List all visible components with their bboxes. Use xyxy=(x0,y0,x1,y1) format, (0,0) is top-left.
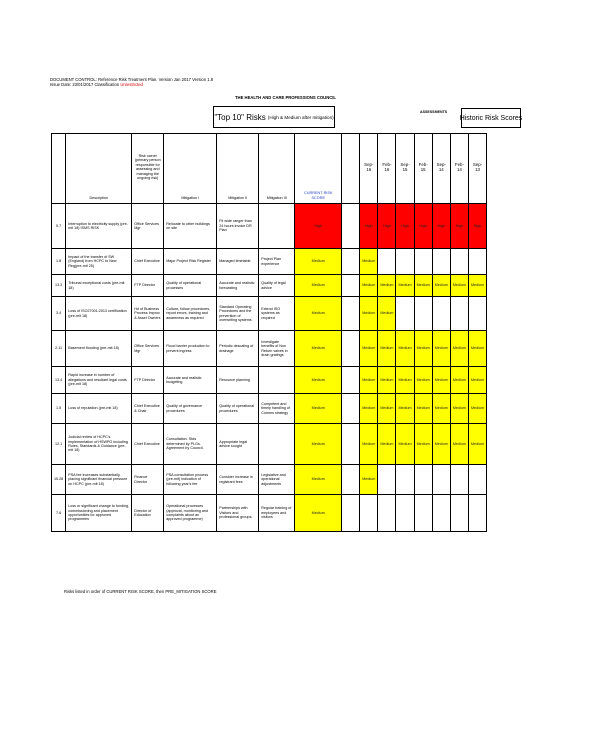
historic-score: Medium xyxy=(450,394,468,424)
spacer-cell xyxy=(342,424,360,465)
historic-score: Medium xyxy=(450,367,468,394)
risk-description: Tribunal exceptional costs (pre-mit 18) xyxy=(66,275,132,297)
mitigation-2: Managed timetable xyxy=(217,249,259,275)
historic-score: Medium xyxy=(396,424,414,465)
mitigation-3: Legislative and operational adjustments xyxy=(259,465,295,495)
risk-row xyxy=(52,367,487,394)
mitigation-1: Quality of governance procedures xyxy=(164,394,217,424)
historic-score: Medium xyxy=(360,249,378,275)
risk-ref: 15.28 xyxy=(52,465,66,495)
mitigation-3: Project Plan experience xyxy=(259,249,295,275)
risk-ref: 7.6 xyxy=(52,495,66,532)
historic-score: Medium xyxy=(414,367,432,394)
historic-score xyxy=(396,495,414,532)
risk-row xyxy=(52,424,487,465)
historic-score: Medium xyxy=(432,394,450,424)
historic-score: Medium xyxy=(432,275,450,297)
spacer-cell xyxy=(342,297,360,331)
mitigation-3: Extend ISO systems as required xyxy=(259,297,295,331)
historic-score xyxy=(414,495,432,532)
historic-score xyxy=(468,465,486,495)
historic-score xyxy=(450,465,468,495)
historic-score xyxy=(468,297,486,331)
historic-score: Medium xyxy=(378,394,396,424)
risk-row xyxy=(52,204,487,249)
header-row xyxy=(52,134,487,204)
current-score-header: CURRENT RISK SCORE xyxy=(295,134,342,204)
risk-row xyxy=(52,249,487,275)
risk-owner: FTP Director xyxy=(132,367,164,394)
risk-ref: 1.5 xyxy=(52,394,66,424)
mitigation-3: Regular training of employees and visitors xyxy=(259,495,295,532)
historic-score: Medium xyxy=(360,424,378,465)
risk-row xyxy=(52,465,487,495)
date-header: Sep-13 xyxy=(468,134,486,204)
date-header: Sep-15 xyxy=(396,134,414,204)
current-risk-score: Medium xyxy=(295,465,342,495)
historic-score: High xyxy=(396,204,414,249)
spacer-cell xyxy=(342,394,360,424)
historic-score xyxy=(378,465,396,495)
historic-score: High xyxy=(360,204,378,249)
owner-header: Risk owner (primary person responsible for assessing and managing the ongoing risk) xyxy=(132,134,164,204)
date-header: Feb-16 xyxy=(378,134,396,204)
risk-table xyxy=(51,133,487,532)
mitigation-2: Fit wide ranger than 24 hours invoke DR Plan xyxy=(217,204,259,249)
historic-score: Medium xyxy=(450,424,468,465)
risk-ref: 2.11 xyxy=(52,331,66,367)
historic-score xyxy=(450,297,468,331)
mitigation-2: Appropriate legal advice sought xyxy=(217,424,259,465)
spacer-cell xyxy=(342,367,360,394)
spacer-cell xyxy=(342,465,360,495)
risk-ref: 13.4 xyxy=(52,367,66,394)
top10-subtitle: (High & Medium after mitigation) xyxy=(267,114,334,120)
risk-ref: 1.8 xyxy=(52,249,66,275)
current-risk-score: Medium xyxy=(295,297,342,331)
historic-score: Medium xyxy=(378,297,396,331)
mitigation-1: Quality of operational processes xyxy=(164,275,217,297)
mitigation-3: Competent and timely handling of Comms strategy xyxy=(259,394,295,424)
ref-header xyxy=(52,134,66,204)
risk-ref: 3.4 xyxy=(52,297,66,331)
historic-scores-title: Historic Risk Scores xyxy=(461,108,521,128)
spacer-cell xyxy=(342,275,360,297)
issue-date-text: Issue Date: 23/01/2017 Classification xyxy=(50,82,121,87)
risk-description: Loss of reputation (pre-mit 18) xyxy=(66,394,132,424)
current-risk-score: Medium xyxy=(295,275,342,297)
current-risk-score: Medium xyxy=(295,495,342,532)
spacer-header xyxy=(342,134,360,204)
current-risk-score: High xyxy=(295,204,342,249)
historic-score xyxy=(396,249,414,275)
historic-score: High xyxy=(378,204,396,249)
spacer-cell xyxy=(342,204,360,249)
current-risk-score: Medium xyxy=(295,367,342,394)
description-header: Description xyxy=(66,134,132,204)
top10-title: "Top 10" Risks xyxy=(214,112,266,122)
risk-row xyxy=(52,495,487,532)
spacer-cell xyxy=(342,331,360,367)
historic-score: Medium xyxy=(468,275,486,297)
mitigation-3 xyxy=(259,204,295,249)
mitigation-3 xyxy=(259,367,295,394)
risk-description: Loss of ISO27001:2013 certification (pre-mit 18) xyxy=(66,297,132,331)
date-header: Feb-14 xyxy=(450,134,468,204)
historic-score xyxy=(468,249,486,275)
mitigation-2: Accurate and realistic forecasting xyxy=(217,275,259,297)
risk-owner: Office Services Mgr xyxy=(132,331,164,367)
historic-score: Medium xyxy=(432,424,450,465)
historic-score: Medium xyxy=(360,275,378,297)
historic-score xyxy=(450,249,468,275)
historic-score: Medium xyxy=(468,367,486,394)
historic-score xyxy=(414,297,432,331)
historic-score: Medium xyxy=(360,394,378,424)
risk-owner: Chief Executive xyxy=(132,249,164,275)
council-title: THE HEALTH AND CARE PROFESSIONS COUNCIL xyxy=(235,95,336,100)
risk-owner: FTP Director xyxy=(132,275,164,297)
historic-score xyxy=(378,249,396,275)
mitigation-1: Consultation. Stds determined by PLGs. Agreement by Council. xyxy=(164,424,217,465)
footnote: Risks listed in order of CURRENT RISK SCORE, then PRE_MITIGATION SCORE xyxy=(64,589,217,594)
mitigation-2-header: Mitigation II xyxy=(217,134,259,204)
risk-ref: 12.1 xyxy=(52,424,66,465)
current-risk-score: Medium xyxy=(295,394,342,424)
historic-score xyxy=(450,495,468,532)
assessments-label: ASSESSMENTS xyxy=(420,110,448,114)
mitigation-3 xyxy=(259,424,295,465)
historic-score: Medium xyxy=(450,331,468,367)
historic-score: Medium xyxy=(378,424,396,465)
document-control-line: DOCUMENT CONTROL: Reference Risk Treatment Plan. Version Jan 2017 Version 1.8 xyxy=(50,77,214,82)
historic-score xyxy=(432,465,450,495)
historic-score xyxy=(396,297,414,331)
historic-score xyxy=(414,465,432,495)
date-header: Feb-15 xyxy=(414,134,432,204)
risk-description: Impact of the transfer of SW (England) from HCPC to New Reg(pre-mit 25) xyxy=(66,249,132,275)
historic-score: High xyxy=(432,204,450,249)
risk-row xyxy=(52,331,487,367)
historic-score: High xyxy=(414,204,432,249)
historic-score: Medium xyxy=(360,331,378,367)
mitigation-3: Quality of legal advice xyxy=(259,275,295,297)
mitigation-1: Culture, follow procedures, report errors, training and awareness as required xyxy=(164,297,217,331)
historic-score: Medium xyxy=(396,331,414,367)
historic-score xyxy=(378,495,396,532)
historic-score: Medium xyxy=(414,424,432,465)
mitigation-3: Investigate benefits of Non Return valves in drain gratings xyxy=(259,331,295,367)
historic-score: Medium xyxy=(396,275,414,297)
mitigation-1: Operational processes (approval, monitoring and complaints about an approved programme) xyxy=(164,495,217,532)
historic-score: Medium xyxy=(414,275,432,297)
risk-description: Rapid increase in number of allegations and resultant legal costs (pre-mit 18) xyxy=(66,367,132,394)
mitigation-2: Partnerships with Visitors and professional groups. xyxy=(217,495,259,532)
mitigation-2: Resource planning xyxy=(217,367,259,394)
historic-score xyxy=(432,495,450,532)
historic-score xyxy=(396,465,414,495)
top10-title-box xyxy=(213,106,335,128)
historic-score: Medium xyxy=(468,394,486,424)
risk-description: PSA fee increases substantially, placing significant financial pressure on HCPC (pre-mit 18) xyxy=(66,465,132,495)
mitigation-2: Quality of operational procedures xyxy=(217,394,259,424)
risk-owner: Office Services Mgr xyxy=(132,204,164,249)
mitigation-1: PSA consultation process (pre-mit) indication of following year's fee xyxy=(164,465,217,495)
risk-description: Judicial review of HCPC's implementation of HSWPO including Rules, Standards & Guidance (pre-mit 18) xyxy=(66,424,132,465)
risk-owner: Finance Director xyxy=(132,465,164,495)
date-header: Sep-14 xyxy=(432,134,450,204)
mitigation-1: Flood barrier production to prevent ingress xyxy=(164,331,217,367)
spacer-cell xyxy=(342,495,360,532)
issue-date-line xyxy=(50,82,143,87)
historic-score xyxy=(432,297,450,331)
historic-score: Medium xyxy=(360,465,378,495)
risk-owner: Chief Executive & Chair xyxy=(132,394,164,424)
historic-score xyxy=(360,495,378,532)
historic-score: Medium xyxy=(468,331,486,367)
classification-value: Unrestricted xyxy=(120,82,143,87)
historic-score: Medium xyxy=(432,331,450,367)
current-risk-score: Medium xyxy=(295,424,342,465)
historic-score: Medium xyxy=(414,331,432,367)
mitigation-2: Standard Operating Procedures and the prevention of overwriting systems xyxy=(217,297,259,331)
risk-row xyxy=(52,275,487,297)
current-risk-score: Medium xyxy=(295,331,342,367)
risk-row xyxy=(52,297,487,331)
historic-score: High xyxy=(468,204,486,249)
historic-score: Medium xyxy=(396,367,414,394)
historic-score: Medium xyxy=(360,367,378,394)
risk-description: Loss or significant change to funding, commissioning and placement opportunities for approved programmes xyxy=(66,495,132,532)
risk-owner: Hd of Business Process Improv & Asset Owners xyxy=(132,297,164,331)
mitigation-1: Major Project Risk Register xyxy=(164,249,217,275)
historic-score xyxy=(414,249,432,275)
historic-score: Medium xyxy=(378,275,396,297)
mitigation-2: Consider increase in registrant fees xyxy=(217,465,259,495)
historic-score: High xyxy=(450,204,468,249)
historic-score: Medium xyxy=(414,394,432,424)
date-header: Sep-16 xyxy=(360,134,378,204)
historic-score xyxy=(432,249,450,275)
risk-description: Basement flooding (pre-mit 18) xyxy=(66,331,132,367)
historic-score: Medium xyxy=(396,394,414,424)
historic-score: Medium xyxy=(450,275,468,297)
mitigation-3-header: Mitigation III xyxy=(259,134,295,204)
spacer-cell xyxy=(342,249,360,275)
risk-row xyxy=(52,394,487,424)
historic-score: Medium xyxy=(378,331,396,367)
mitigation-1: Accurate and realistic budgeting xyxy=(164,367,217,394)
risk-rows xyxy=(52,204,487,532)
mitigation-1: Relocate to other buildings on site xyxy=(164,204,217,249)
current-risk-score: Medium xyxy=(295,249,342,275)
mitigation-1-header: Mitigation I xyxy=(164,134,217,204)
risk-owner: Chief Executive xyxy=(132,424,164,465)
risk-owner: Director of Education xyxy=(132,495,164,532)
historic-score xyxy=(468,495,486,532)
historic-score: Medium xyxy=(360,297,378,331)
risk-description: Interruption to electricity supply (pre-mit 18) ISMS RISK xyxy=(66,204,132,249)
historic-score: Medium xyxy=(378,367,396,394)
historic-score: Medium xyxy=(468,424,486,465)
mitigation-2: Periodic descaling of drainage xyxy=(217,331,259,367)
risk-ref: 5.7 xyxy=(52,204,66,249)
historic-score: Medium xyxy=(432,367,450,394)
risk-ref: 13.3 xyxy=(52,275,66,297)
